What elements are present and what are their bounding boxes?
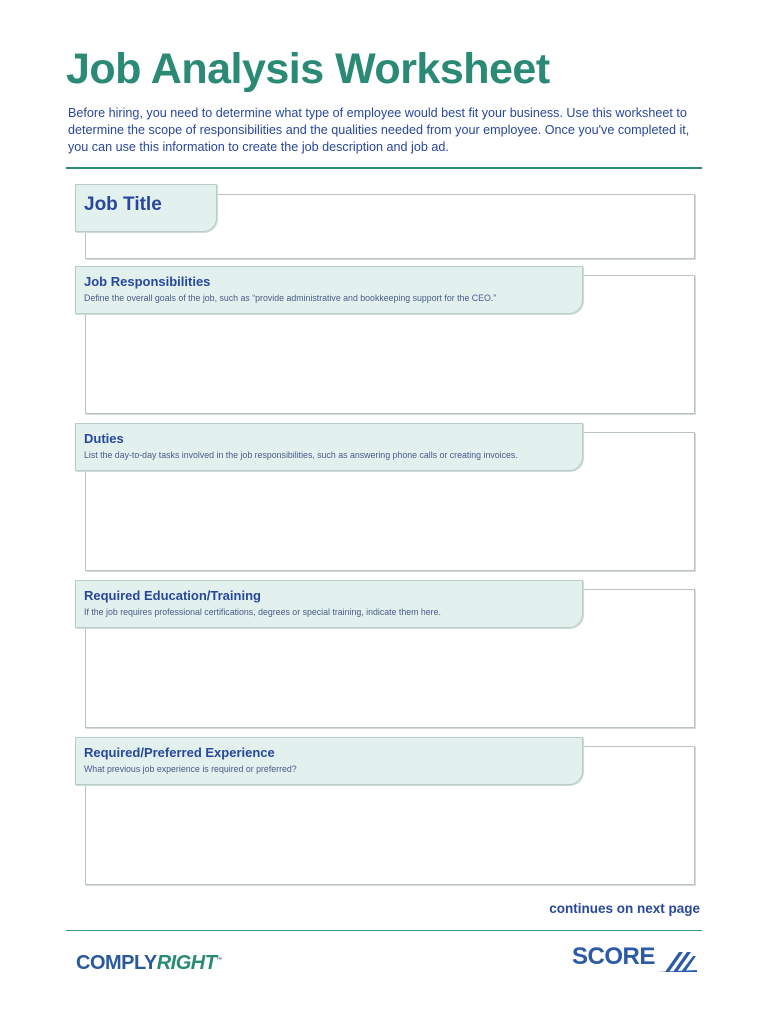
section-title: Required Education/Training [84,588,261,603]
section-description: List the day-to-day tasks involved in the job responsibilities, such as answering phone calls or creating invoices. [84,450,518,460]
score-logo: SCORE [572,943,655,970]
section-title: Job Title [84,194,162,215]
section-description: What previous job experience is required or preferred? [84,764,297,774]
intro-text: Before hiring, you need to determine what type of employee would best fit your business. Use this worksheet to determine the scope of responsibilities and the qualities needed from your employee. Once you've completed it, you can use this information to create the job description and job ad. [68,106,690,154]
complyright-logo [76,952,222,975]
job-title-tab [75,184,217,232]
duties-tab [75,423,583,471]
section-description: If the job requires professional certifications, degrees or special training, indicate them here. [84,607,441,617]
experience-tab [75,737,583,785]
section-title: Duties [84,431,124,446]
score-slash-icon [657,948,697,974]
trademark-mark: ™ [216,957,222,964]
section-title: Required/Preferred Experience [84,745,275,760]
section-title: Job Responsibilities [84,274,211,289]
logo-comply-part: COMPLY [76,952,157,974]
section-description: Define the overall goals of the job, such as “provide administrative and bookkeeping support for the CEO.” [84,293,497,303]
job-responsibilities-tab [75,266,583,314]
page-title: Job Analysis Worksheet [66,45,550,93]
footer-divider [66,930,702,931]
education-training-tab [75,580,583,628]
header-divider [66,167,702,169]
continues-note: continues on next page [549,901,700,916]
logo-right-part: RIGHT [156,952,217,974]
